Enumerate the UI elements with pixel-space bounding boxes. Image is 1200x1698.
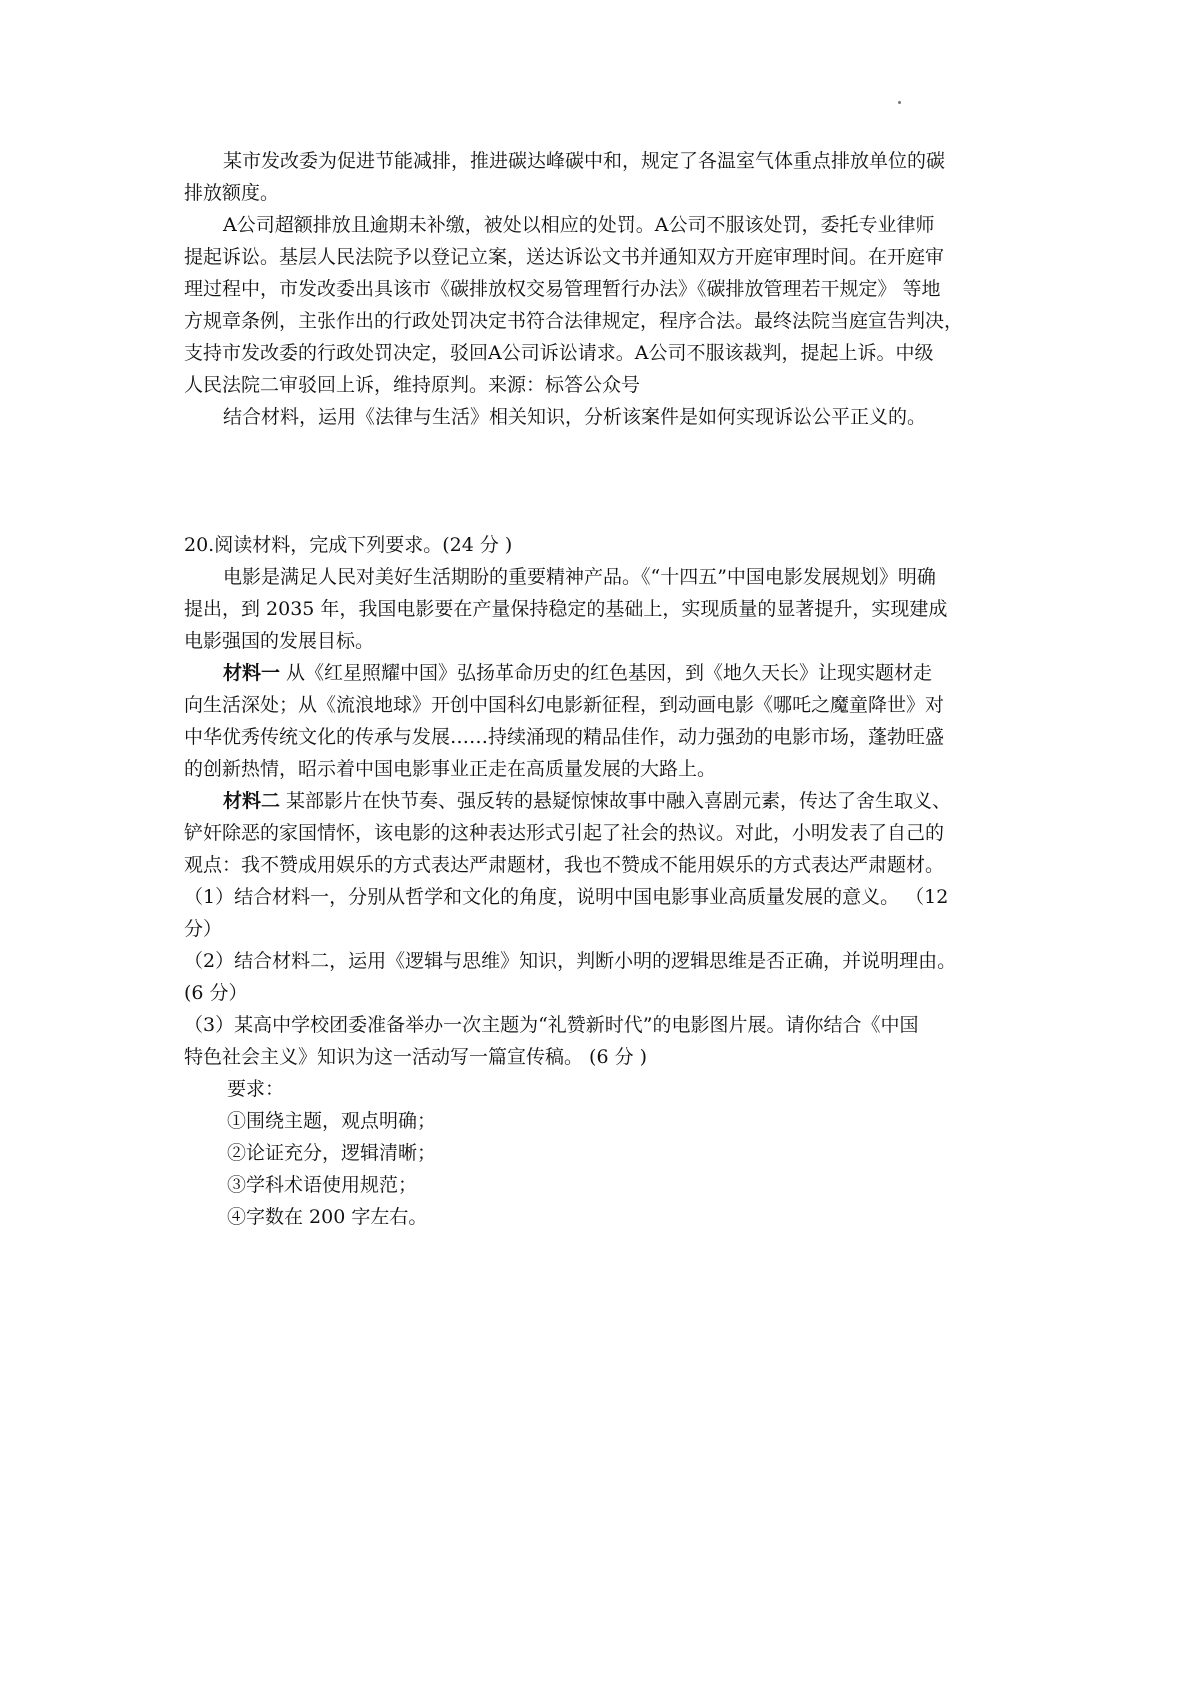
case-line-5: 理过程中，市发改委出具该市《碳排放权交易管理暂行办法》《碳排放管理若干规定》 等地 [184,278,941,300]
material-2-text: 某部影片在快节奏、强反转的悬疑惊悚故事中融入喜剧元素，传达了舍生取义、 [280,790,952,812]
material-1-line-4: 的创新热情，昭示着中国电影事业正走在高质量发展的大路上。 [184,758,717,780]
requirement-4: ④字数在 200 字左右。 [227,1206,428,1228]
material-2-label: 材料二 [223,790,281,812]
requirement-2: ②论证充分，逻辑清晰； [227,1142,437,1164]
q20-intro-line-3: 电影强国的发展目标。 [184,630,375,652]
material-1-line-3: 中华优秀传统文化的传承与发展……持续涌现的精品佳作，动力强劲的电影市场，蓬勃旺盛 [184,726,945,748]
case-line-1: 某市发改委为促进节能减排，推进碳达峰碳中和，规定了各温室气体重点排放单位的碳 [223,150,946,172]
scan-speck [898,101,901,104]
sub-question-1-line-1: （1）结合材料一，分别从哲学和文化的角度，说明中国电影事业高质量发展的意义。 （12 [184,886,949,908]
case-line-6: 方规章条例，主张作出的行政处罚决定书符合法律规定，程序合法。最终法院当庭宣告判决， [184,310,964,332]
case-line-7: 支持市发改委的行政处罚决定，驳回A公司诉讼请求。A公司不服该裁判，提起上诉。中级 [184,342,934,364]
sub-question-3-line-2: 特色社会主义》知识为这一活动写一篇宣传稿。 (6 分 ) [184,1046,648,1068]
requirement-3: ③学科术语使用规范； [227,1174,418,1196]
q20-intro-line-2: 提出，到 2035 年，我国电影要在产量保持稳定的基础上，实现质量的显著提升，实现建成 [184,598,948,620]
material-1-line-2: 向生活深处；从《流浪地球》开创中国科幻电影新征程，到动画电影《哪吒之魔童降世》对 [184,694,945,716]
sub-question-2-line-2: (6 分） [184,982,248,1004]
material-2-line-3: 观点：我不赞成用娱乐的方式表达严肃题材，我也不赞成不能用娱乐的方式表达严肃题材。 [184,854,945,876]
case-line-8: 人民法院二审驳回上诉，维持原判。来源：标答公众号 [184,374,641,396]
question-20-header: 20.阅读材料，完成下列要求。(24 分 ) [184,534,513,556]
case-line-2: 排放额度。 [184,182,280,204]
sub-question-2-line-1: （2）结合材料二，运用《逻辑与思维》知识，判断小明的逻辑思维是否正确，并说明理由。 [184,950,957,972]
material-1-line-1 [223,658,932,688]
case-question: 结合材料，运用《法律与生活》相关知识，分析该案件是如何实现诉讼公平正义的。 [223,406,927,428]
sub-question-1-line-2: 分） [184,918,223,940]
case-line-3: A公司超额排放且逾期未补缴，被处以相应的处罚。A公司不服该处罚，委托专业律师 [223,214,935,236]
requirements-label: 要求： [227,1078,285,1100]
material-1-text: 从《红星照耀中国》弘扬革命历史的红色基因，到《地久天长》让现实题材走 [280,662,933,684]
material-2-line-1 [223,786,951,816]
requirement-1: ①围绕主题，观点明确； [227,1110,437,1132]
material-1-label: 材料一 [223,662,281,684]
q20-intro-line-1: 电影是满足人民对美好生活期盼的重要精神产品。《“十四五”中国电影发展规划》明确 [223,566,936,588]
case-line-4: 提起诉讼。基层人民法院予以登记立案，送达诉讼文书并通知双方开庭审理时间。在开庭审 [184,246,945,268]
material-2-line-2: 铲奸除恶的家国情怀，该电影的这种表达形式引起了社会的热议。对此，小明发表了自己的 [184,822,945,844]
sub-question-3-line-1: （3）某高中学校团委准备举办一次主题为“礼赞新时代”的电影图片展。请你结合《中国 [184,1014,919,1036]
